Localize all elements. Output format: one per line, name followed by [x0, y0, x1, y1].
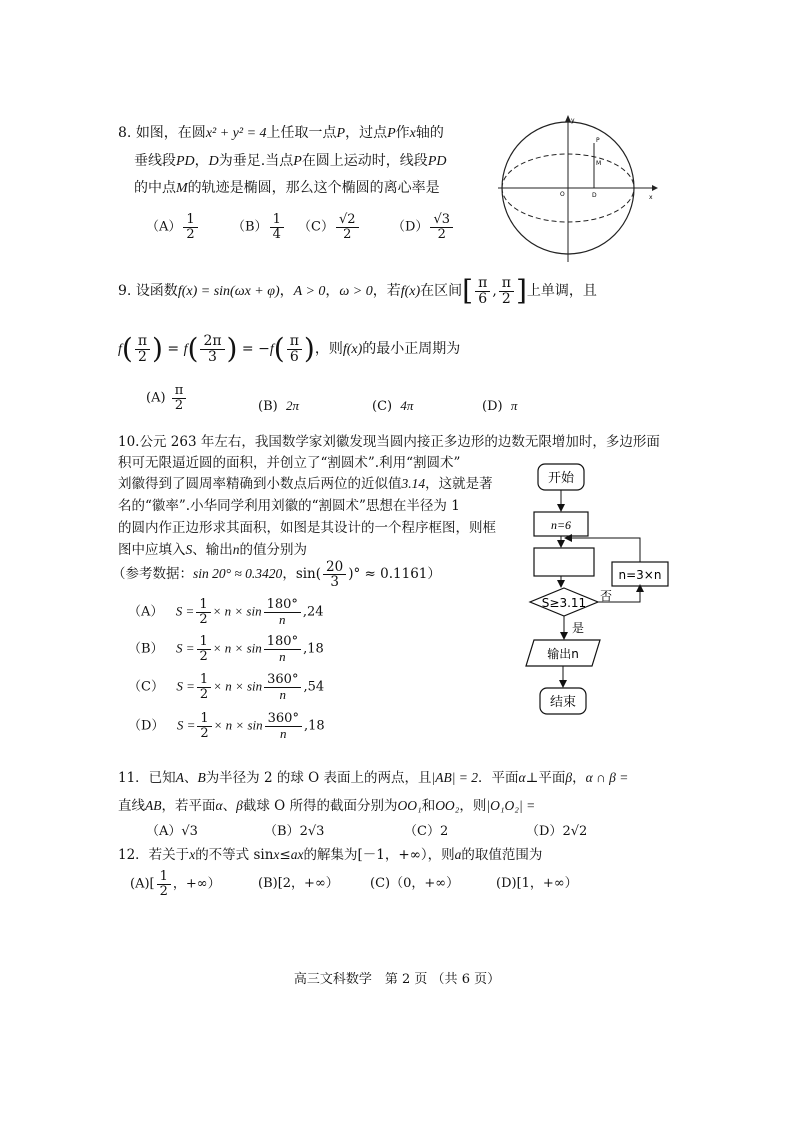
- flow-blank-box: [534, 548, 594, 576]
- q11-option-d: （D）2√2: [526, 824, 588, 839]
- svg-text:n=3×n: n=3×n: [618, 568, 662, 582]
- q11-line2: 直线AB，若平面α、β截球 O 所得的截面分别为OO₁和OO₂，则|O₁O₂| =: [118, 798, 536, 814]
- label-y: y: [571, 117, 575, 124]
- q11-option-b: （B）2√3: [264, 824, 325, 839]
- svg-text:S≥3.11: S≥3.11: [541, 596, 587, 610]
- q9-line2: f( $\frac{\pi}{2}$ ) = f( $\frac{2\pi}{3}$ ) = −f( $\frac{\pi}{6}$ )，则f(x)的最小正周期为: [118, 332, 461, 366]
- q10-line6: 图中应填入S、输出n的值分别为: [118, 542, 307, 558]
- q10-option-a: （A） S = $\frac{1}{2}$ × n × sin $\frac{180^\circ}{n}$ ,24: [128, 597, 324, 627]
- label-x: x: [649, 194, 653, 201]
- q11-option-a: （A）√3: [146, 824, 198, 839]
- q8-option-b: （B） $\frac{1}{4}$: [232, 213, 286, 241]
- q10-option-d: （D） S = $\frac{1}{2}$ × n × sin $\frac{360^\circ}{n}$ ,18: [128, 711, 325, 741]
- q10-option-c: （C） S = $\frac{1}{2}$ × n × sin $\frac{360^\circ}{n}$ ,54: [128, 672, 325, 702]
- q8-option-a: （A） $\frac{1}{2}$: [146, 213, 200, 241]
- q9-line1: 9. 设函数f(x) = sin(ωx + φ)，A > 0，ω > 0，若f(x)在区间[ $\frac{\pi}{6}$ , $\frac{\pi}{2}$ ]上单调，且: [118, 274, 597, 308]
- q9-option-d: (D) π: [482, 398, 518, 414]
- q10-line4: 名的“徽率”.小华同学利用刘徽的“割圆术”思想在半径为 1: [118, 498, 460, 514]
- q12-line: 12．若关于x的不等式 sinx≤ax的解集为[－1，+∞），则a的取值范围为: [118, 847, 543, 863]
- label-p: P: [596, 137, 600, 144]
- flow-yes-label: 是: [572, 621, 585, 635]
- q8-circle-figure: [492, 112, 658, 272]
- q10-option-b: （B） S = $\frac{1}{2}$ × n × sin $\frac{180^\circ}{n}$ ,18: [128, 634, 324, 664]
- q12-option-c: (C)（0，+∞）: [370, 876, 460, 891]
- q8-option-c: （C） $\frac{√2}{2}$: [298, 213, 361, 241]
- q8-line2: 垂线段PD，D为垂足.当点P在圆上运动时，线段PD: [134, 153, 447, 169]
- q11-option-c: （C）2: [404, 824, 449, 839]
- q10-line3: 刘徽得到了圆周率精确到小数点后两位的近似值3.14，这就是著: [118, 476, 493, 492]
- label-o: O: [560, 191, 565, 198]
- q10-line2: 积可无限逼近圆的面积，并创立了“割圆术”.利用“割圆术”: [118, 455, 461, 471]
- flow-no-label: 否: [600, 589, 613, 603]
- q11-line1: 11．已知A、B为半径为 2 的球 O 表面上的两点，且|AB| = 2．平面α⊥平面β，α ∩ β =: [118, 770, 629, 786]
- q12-option-d: (D)[1，+∞）: [496, 876, 578, 891]
- q10-line5: 的圆内作正边形求其面积，如图是其设计的一个程序框图，则框: [118, 520, 496, 536]
- q12-option-a: (A)[ $\frac{1}{2}$ ，+∞）: [130, 869, 221, 899]
- x-axis-arrow-icon: [652, 185, 658, 191]
- page-footer: 高三文科数学 第 2 页 （共 6 页）: [293, 972, 501, 987]
- label-m: M: [596, 160, 602, 167]
- q8-line3: 的中点M的轨迹是椭圆，那么这个椭圆的离心率是: [134, 180, 440, 196]
- svg-text:结束: 结束: [549, 695, 577, 710]
- q9-option-b: (B) 2π: [258, 398, 299, 414]
- svg-text:开始: 开始: [547, 471, 575, 486]
- q12-option-b: (B)[2，+∞）: [258, 876, 339, 891]
- q10-reference-data: （参考数据：sin 20° ≈ 0.3420，sin( $\frac{20}{3}$ )° ≈ 0.1161）: [112, 559, 441, 591]
- q10-line1: 10.公元 263 年左右，我国数学家刘徽发现当圆内接正多边形的边数无限增加时，多边形面: [118, 434, 660, 450]
- q8-line1: 8. 如图，在圆x² + y² = 4上任取一点P，过点P作x轴的: [118, 125, 444, 141]
- q9-option-a: (A) $\frac{\pi}{2}$: [146, 384, 188, 412]
- q8-option-d: （D） $\frac{√3}{2}$: [392, 213, 455, 241]
- svg-text:n=6: n=6: [550, 518, 572, 532]
- q9-option-c: (C) 4π: [372, 398, 414, 414]
- svg-text:输出n: 输出n: [547, 647, 579, 661]
- label-d: D: [592, 192, 597, 199]
- q10-flowchart: [520, 460, 680, 720]
